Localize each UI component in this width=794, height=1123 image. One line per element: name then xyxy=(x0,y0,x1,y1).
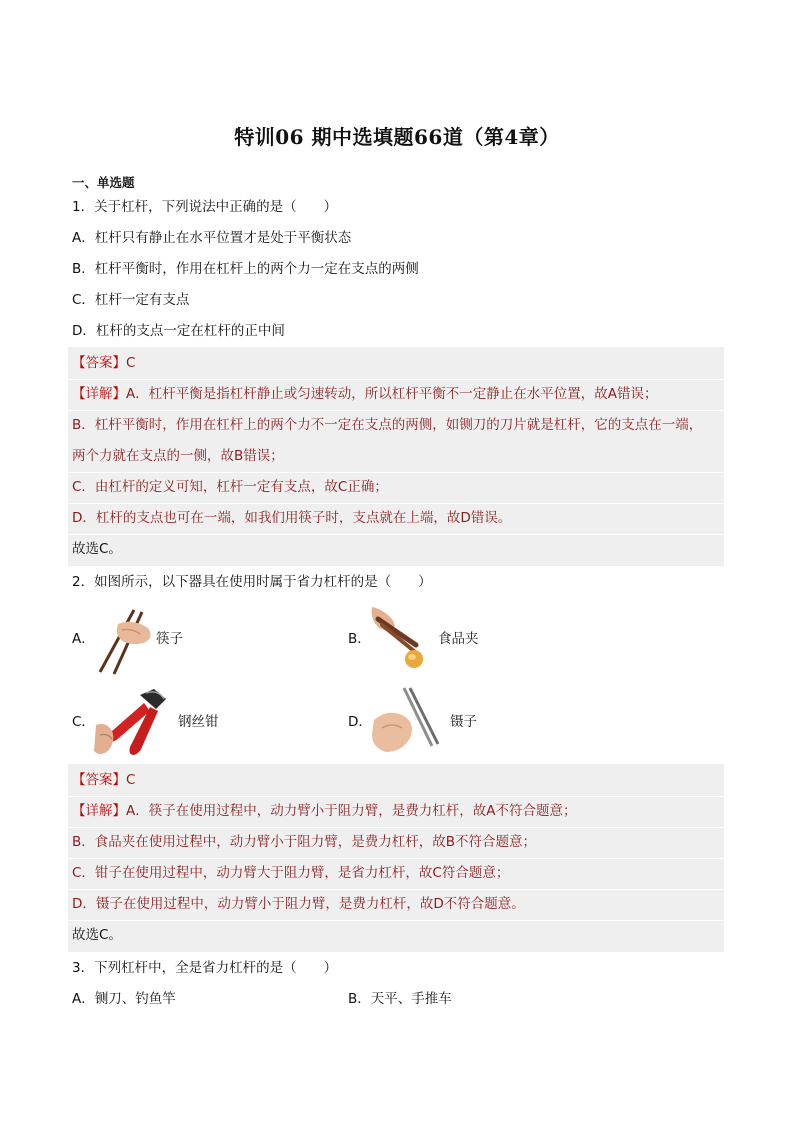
page-title: 特训06 期中选填题66道（第4章） xyxy=(234,125,560,149)
q1-option-b: B．杠杆平衡时，作用在杠杆上的两个力一定在支点的两侧 xyxy=(72,261,419,277)
q2-option-d-letter: D． xyxy=(348,714,372,730)
q1-option-a: A．杠杆只有静止在水平位置才是处于平衡状态 xyxy=(72,230,352,246)
divider xyxy=(68,796,724,797)
wire-pliers-image xyxy=(94,685,174,759)
divider xyxy=(68,472,724,473)
detail-text: A．杠杆平衡是指杠杆静止或匀速转动，所以杠杆平衡不一定静止在水平位置，故A错误； xyxy=(126,386,658,402)
chopsticks-image xyxy=(92,606,160,676)
q3-option-a: A．铡刀、钓鱼竿 xyxy=(72,991,176,1007)
q1-detail-line-1 xyxy=(72,385,657,403)
q1-detail-line-5: D．杠杆的支点也可在一端，如我们用筷子时，支点就在上端，故D错误。 xyxy=(72,510,512,526)
q2-option-b-letter: B． xyxy=(348,631,371,647)
divider xyxy=(68,858,724,859)
answer-tag: 【答案】 xyxy=(72,355,126,371)
q1-conclusion: 故选C。 xyxy=(72,541,122,557)
q2-option-b-label: 食品夹 xyxy=(438,631,479,647)
q2-detail-line-4: D．镊子在使用过程中，动力臂小于阻力臂，是费力杠杆，故D不符合题意。 xyxy=(72,896,525,912)
answer-tag: 【答案】 xyxy=(72,772,126,788)
q3-option-b: B．天平、手推车 xyxy=(348,991,452,1007)
detail-tag: 【详解】 xyxy=(72,803,126,819)
question-2-stem: 2．如图所示，以下器具在使用时属于省力杠杆的是（ ） xyxy=(72,574,432,590)
divider xyxy=(68,379,724,380)
question-1-stem: 1．关于杠杆，下列说法中正确的是（ ） xyxy=(72,199,338,215)
q1-detail-line-2: B．杠杆平衡时，作用在杠杆上的两个力不一定在支点的两侧，如铡刀的刀片就是杠杆，它的支点在一端， xyxy=(72,417,703,433)
section-heading: 一、单选题 xyxy=(72,175,135,190)
q2-option-a-label: 筷子 xyxy=(156,631,183,647)
q1-detail-line-3: 两个力就在支点的一侧，故B错误； xyxy=(72,448,284,464)
q2-detail-line-2: B．食品夹在使用过程中，动力臂小于阻力臂，是费力杠杆，故B不符合题意； xyxy=(72,834,537,850)
q2-answer-line xyxy=(72,771,135,789)
q2-option-d-label: 镊子 xyxy=(450,714,477,730)
answer-value: C xyxy=(126,772,136,788)
answer-value: C xyxy=(126,355,136,371)
question-3-stem: 3．下列杠杆中，全是省力杠杆的是（ ） xyxy=(72,960,338,976)
q2-detail-line-1 xyxy=(72,802,576,820)
q1-option-d: D．杠杆的支点一定在杠杆的正中间 xyxy=(72,323,285,339)
divider xyxy=(68,410,724,411)
q2-answer-box xyxy=(68,764,724,952)
q2-conclusion: 故选C。 xyxy=(72,927,122,943)
q2-option-c-label: 钢丝钳 xyxy=(178,714,219,730)
divider xyxy=(68,503,724,504)
q2-option-c-letter: C． xyxy=(72,714,95,730)
divider xyxy=(68,534,724,535)
divider xyxy=(68,889,724,890)
detail-text: A．筷子在使用过程中，动力臂小于阻力臂，是费力杠杆，故A不符合题意； xyxy=(126,803,577,819)
detail-tag: 【详解】 xyxy=(72,386,126,402)
q2-detail-line-3: C．钳子在使用过程中，动力臂大于阻力臂，是省力杠杆，故C符合题意； xyxy=(72,865,510,881)
divider xyxy=(68,920,724,921)
tweezers-image xyxy=(370,684,444,760)
q1-detail-line-4: C．由杠杆的定义可知，杠杆一定有支点，故C正确； xyxy=(72,479,388,495)
q1-answer-box xyxy=(68,347,724,566)
food-tongs-image xyxy=(368,603,440,671)
q1-option-c: C．杠杆一定有支点 xyxy=(72,292,190,308)
q2-option-a-letter: A． xyxy=(72,631,95,647)
divider xyxy=(68,827,724,828)
q1-answer-line xyxy=(72,354,135,372)
